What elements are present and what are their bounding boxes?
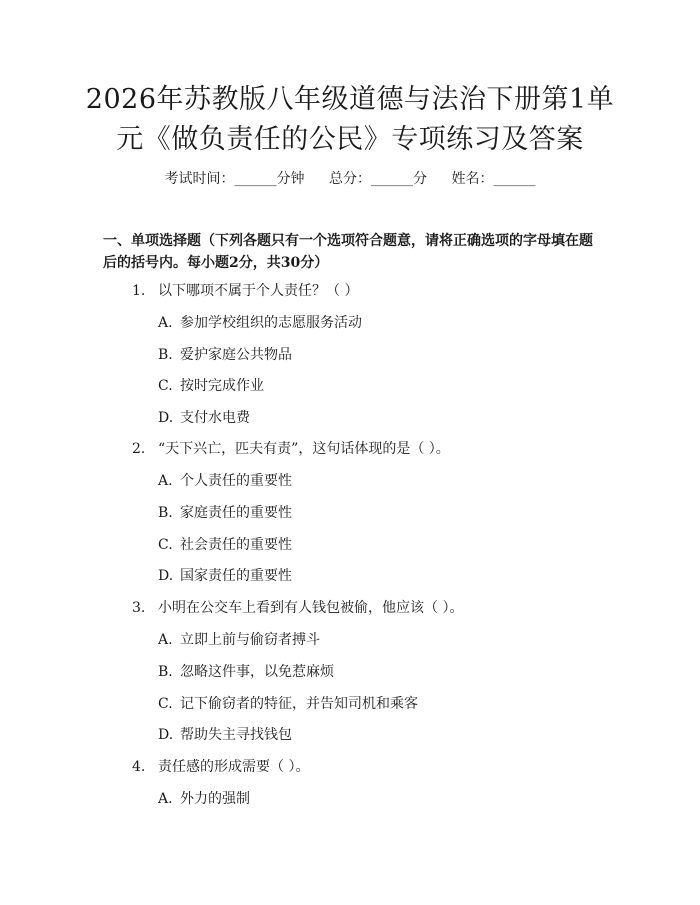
option-letter: C. — [158, 696, 173, 712]
question-number: 4. — [132, 759, 146, 775]
option-text: 支付水电费 — [180, 410, 250, 426]
question-1 — [132, 280, 358, 302]
question-4-option-a — [158, 788, 250, 810]
question-2 — [132, 438, 450, 460]
option-letter: D. — [158, 568, 174, 584]
option-text: 参加学校组织的志愿服务活动 — [180, 315, 362, 331]
option-text: 个人责任的重要性 — [180, 473, 292, 489]
document-title-line-1: 2026年苏教版八年级道德与法治下册第1单 — [85, 84, 615, 115]
option-letter: B. — [158, 347, 173, 363]
question-text: 以下哪项不属于个人责任？（ ） — [158, 283, 359, 299]
question-3-option-a — [158, 629, 320, 651]
question-3-option-c — [158, 693, 418, 715]
question-2-option-d — [158, 565, 292, 587]
option-letter: C. — [158, 537, 173, 553]
question-1-option-d — [158, 407, 250, 429]
question-text: 小明在公交车上看到有人钱包被偷，他应该（ ）。 — [158, 600, 464, 616]
document-title-line-2: 元《做负责任的公民》专项练习及答案 — [116, 124, 584, 155]
question-text: 责任感的形成需要（ ）。 — [158, 759, 310, 775]
question-3-option-b — [158, 661, 334, 683]
option-text: 帮助失主寻找钱包 — [180, 727, 292, 743]
option-letter: B. — [158, 664, 173, 680]
question-number: 1. — [132, 283, 146, 299]
section-heading-line-1: 一、单项选择题（下列各题只有一个选项符合题意，请将正确选项的字母填在题 — [103, 233, 593, 249]
question-number: 2. — [132, 441, 146, 457]
option-text: 按时完成作业 — [180, 378, 264, 394]
option-letter: A. — [158, 632, 173, 648]
option-text: 忽略这件事，以免惹麻烦 — [180, 664, 334, 680]
exam-meta-row — [0, 168, 700, 190]
question-3 — [132, 597, 463, 619]
option-text: 爱护家庭公共物品 — [180, 347, 292, 363]
question-2-option-a — [158, 470, 292, 492]
option-text: 外力的强制 — [180, 791, 250, 807]
question-text: “天下兴亡，匹夫有责”，这句话体现的是（ ）。 — [158, 441, 450, 457]
question-2-option-c — [158, 534, 292, 556]
section-heading-line-2: 后的括号内。每小题2分，共30分） — [103, 255, 329, 271]
option-text: 记下偷窃者的特征，并告知司机和乘客 — [180, 696, 418, 712]
question-4 — [132, 756, 309, 778]
option-text: 立即上前与偷窃者搏斗 — [180, 632, 320, 648]
question-1-option-a — [158, 312, 362, 334]
question-1-option-b — [158, 344, 292, 366]
option-letter: A. — [158, 791, 173, 807]
option-letter: C. — [158, 378, 173, 394]
option-letter: A. — [158, 315, 173, 331]
option-text: 国家责任的重要性 — [180, 568, 292, 584]
question-2-option-b — [158, 502, 292, 524]
question-3-option-d — [158, 724, 292, 746]
exam-time-field: 考试时间：______分钟 — [164, 171, 305, 187]
option-letter: B. — [158, 505, 173, 521]
question-number: 3. — [132, 600, 146, 616]
option-text: 家庭责任的重要性 — [180, 505, 292, 521]
total-score-field: 总分：______分 — [329, 171, 427, 187]
option-letter: A. — [158, 473, 173, 489]
option-letter: D. — [158, 410, 174, 426]
option-text: 社会责任的重要性 — [180, 537, 292, 553]
student-name-field: 姓名：______ — [451, 171, 536, 187]
option-letter: D. — [158, 727, 174, 743]
question-1-option-c — [158, 375, 264, 397]
